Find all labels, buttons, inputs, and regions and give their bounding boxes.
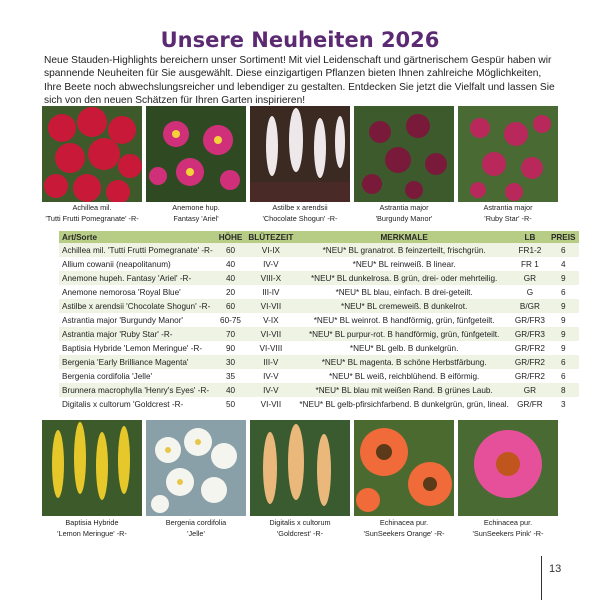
caption-echinacea-pink: Echinacea pur. 'SunSeekers Pink' -R- <box>472 518 544 538</box>
table-row <box>59 383 579 397</box>
table-cell-bluetezeit: IV-V <box>245 369 296 383</box>
table-cell-hoehe: 50 <box>216 397 246 411</box>
col-header-merkmale: MERKMALE <box>296 231 512 243</box>
table-row <box>59 271 579 285</box>
table-cell-hoehe: 40 <box>216 271 246 285</box>
table-cell-lb: GR <box>512 271 548 285</box>
table-cell-lb: G <box>512 285 548 299</box>
table-cell-preis: 6 <box>548 369 579 383</box>
photo-echinacea-orange <box>354 420 454 516</box>
caption-bergenia: Bergenia cordifolia 'Jelle' <box>165 518 227 538</box>
table-cell-preis: 9 <box>548 271 579 285</box>
table-cell-bluetezeit: VI-VII <box>245 397 296 411</box>
table-cell-bluetezeit: VI-IX <box>245 243 296 257</box>
table-cell-merkmale: *NEU* BL gelb. B dunkelgrün. <box>296 341 512 355</box>
table-row <box>59 299 579 313</box>
table-row <box>59 369 579 383</box>
table-cell-art: Brunnera macrophylla 'Henry's Eyes' -R- <box>59 383 216 397</box>
table-header-row <box>59 231 579 243</box>
table-cell-art: Achillea mil. 'Tutti Frutti Pomegranate' -R- <box>59 243 216 257</box>
table-cell-preis: 3 <box>548 397 579 411</box>
table-cell-lb: GR/FR3 <box>512 313 548 327</box>
col-header-lb: LB <box>512 231 548 243</box>
col-header-hoehe: HÖHE <box>216 231 246 243</box>
table-row <box>59 355 579 369</box>
table-cell-hoehe: 30 <box>216 355 246 369</box>
table-cell-merkmale: *NEU* BL weiß, reichblühend. B eiförmig. <box>296 369 512 383</box>
table-cell-preis: 9 <box>548 341 579 355</box>
table-cell-hoehe: 35 <box>216 369 246 383</box>
table-cell-merkmale: *NEU* BL dunkelrosa. B grün, drei- oder mehrteilig. <box>296 271 512 285</box>
table-cell-hoehe: 40 <box>216 383 246 397</box>
table-cell-art: Anemone hupeh. Fantasy 'Ariel' -R- <box>59 271 216 285</box>
table-cell-merkmale: *NEU* BL weinrot. B handförmig, grün, fünfgeteilt. <box>296 313 512 327</box>
plant-table <box>59 231 579 411</box>
photo-echinacea-pink <box>458 420 558 516</box>
photo-digitalis-goldcrest <box>250 420 350 516</box>
table-row <box>59 341 579 355</box>
table-cell-preis: 4 <box>548 257 579 271</box>
table-cell-art: Bergenia 'Early Brilliance Magenta' <box>59 355 216 369</box>
page-title: Unsere Neuheiten 2026 <box>160 28 440 52</box>
table-cell-hoehe: 60-75 <box>216 313 246 327</box>
table-cell-art: Bergenia cordifolia 'Jelle' <box>59 369 216 383</box>
table-cell-hoehe: 70 <box>216 327 246 341</box>
bottom-caption-row <box>42 518 558 539</box>
photo-astrantia-ruby-star <box>458 106 558 202</box>
page-number: 13 <box>549 563 562 575</box>
table-cell-preis: 9 <box>548 327 579 341</box>
table-cell-merkmale: *NEU* BL magenta. B schöne Herbstfärbung. <box>296 355 512 369</box>
table-cell-merkmale: *NEU* BL reinweiß. B linear. <box>296 257 512 271</box>
table-cell-lb: GR <box>512 383 548 397</box>
table-cell-lb: GR/FR3 <box>512 327 548 341</box>
photo-achillea-tutti-frutti <box>42 106 142 202</box>
table-cell-preis: 6 <box>548 285 579 299</box>
table-cell-hoehe: 60 <box>216 299 246 313</box>
top-caption-row <box>42 203 558 224</box>
col-header-bluetezeit: BLÜTEZEIT <box>245 231 296 243</box>
table-cell-preis: 9 <box>548 313 579 327</box>
table-cell-lb: GR/FR2 <box>512 355 548 369</box>
table-cell-hoehe: 40 <box>216 257 246 271</box>
photo-astrantia-burgundy-manor <box>354 106 454 202</box>
table-cell-bluetezeit: III-IV <box>245 285 296 299</box>
caption-achillea: Achillea mil. 'Tutti Frutti Pomegranate' -R- <box>45 203 139 223</box>
table-cell-merkmale: *NEU* BL blau mit weißen Rand. B grünes Laub. <box>296 383 512 397</box>
photo-anemone-ariel <box>146 106 246 202</box>
caption-anemone: Anemone hup. Fantasy 'Ariel' <box>172 203 220 223</box>
table-cell-lb: GR/FR2 <box>512 369 548 383</box>
bottom-photo-row <box>42 420 558 516</box>
table-cell-bluetezeit: VI-VII <box>245 327 296 341</box>
table-row <box>59 285 579 299</box>
table-cell-lb: GR/FR <box>512 397 548 411</box>
table-cell-merkmale: *NEU* BL purpur-rot. B handförmig, grün, fünfgeteilt. <box>296 327 512 341</box>
caption-digitalis: Digitalis x cultorum 'Goldcrest' -R- <box>269 518 331 538</box>
table-cell-preis: 8 <box>548 383 579 397</box>
table-cell-merkmale: *NEU* BL cremeweiß. B dunkelrot. <box>296 299 512 313</box>
table-row <box>59 397 579 411</box>
table-cell-art: Anemone nemorosa 'Royal Blue' <box>59 285 216 299</box>
photo-baptisia-lemon-meringue <box>42 420 142 516</box>
table-cell-bluetezeit: VI-VII <box>245 299 296 313</box>
photo-astilbe-chocolate-shogun <box>250 106 350 202</box>
table-cell-preis: 9 <box>548 299 579 313</box>
table-cell-lb: GR/FR2 <box>512 341 548 355</box>
table-cell-bluetezeit: VIII-X <box>245 271 296 285</box>
photo-bergenia-jelle <box>146 420 246 516</box>
col-header-art: Art/Sorte <box>59 231 216 243</box>
table-cell-art: Astilbe x arendsii 'Chocolate Shogun' -R- <box>59 299 216 313</box>
table-cell-bluetezeit: III-V <box>245 355 296 369</box>
table-cell-hoehe: 90 <box>216 341 246 355</box>
caption-baptisia: Baptisia Hybride 'Lemon Meringue' -R- <box>57 518 127 538</box>
table-row <box>59 243 579 257</box>
caption-astrantia-ruby: Astrantia major 'Ruby Star' -R- <box>483 203 533 223</box>
table-cell-merkmale: *NEU* BL blau, einfach. B drei-geteilt. <box>296 285 512 299</box>
caption-echinacea-orange: Echinacea pur. 'SunSeekers Orange' -R- <box>363 518 445 538</box>
table-cell-hoehe: 20 <box>216 285 246 299</box>
table-cell-art: Astrantia major 'Burgundy Manor' <box>59 313 216 327</box>
top-photo-row <box>42 106 558 202</box>
intro-paragraph: Neue Stauden-Highlights bereichern unser Sortiment! Mit viel Leidenschaft und gärtnerischem Gespür haben wir spannende Neuheiten für Sie ausgewählt. Diese einzigartigen Pflanzen bieten Ihnen zahlreiche Möglichkeiten, Ihre Beete noch abwechslungsreicher und lebendiger zu gestalten. Entdecken Sie jetzt die Vielfalt und lassen Sie sich von den neuen Schätzen für Ihren Garten inspirieren! <box>44 55 555 107</box>
table-cell-merkmale: *NEU* BL gelb-pfirsichfarbend. B dunkelgrün, grün, lineal. <box>296 397 512 411</box>
table-cell-bluetezeit: IV-V <box>245 383 296 397</box>
caption-astrantia-burgundy: Astrantia major 'Burgundy Manor' <box>375 203 433 223</box>
table-cell-hoehe: 60 <box>216 243 246 257</box>
table-row <box>59 327 579 341</box>
table-cell-lb: FR 1 <box>512 257 548 271</box>
col-header-preis: PREIS <box>548 231 579 243</box>
table-cell-art: Allium cowanii (neapolitanum) <box>59 257 216 271</box>
table-cell-art: Digitalis x cultorum 'Goldcrest -R- <box>59 397 216 411</box>
table-row <box>59 257 579 271</box>
table-cell-bluetezeit: VI-VIII <box>245 341 296 355</box>
caption-astilbe: Astilbe x arendsii 'Chocolate Shogun' -R- <box>262 203 338 223</box>
table-cell-lb: FR1-2 <box>512 243 548 257</box>
table-cell-preis: 6 <box>548 355 579 369</box>
table-cell-bluetezeit: IV-V <box>245 257 296 271</box>
table-cell-merkmale: *NEU* BL granatrot. B feinzerteilt, frischgrün. <box>296 243 512 257</box>
table-cell-bluetezeit: V-IX <box>245 313 296 327</box>
table-cell-art: Astrantia major 'Ruby Star' -R- <box>59 327 216 341</box>
table-row <box>59 313 579 327</box>
table-cell-art: Baptisia Hybride 'Lemon Meringue' -R- <box>59 341 216 355</box>
page-number-divider <box>541 556 542 600</box>
table-cell-lb: B/GR <box>512 299 548 313</box>
table-cell-preis: 6 <box>548 243 579 257</box>
